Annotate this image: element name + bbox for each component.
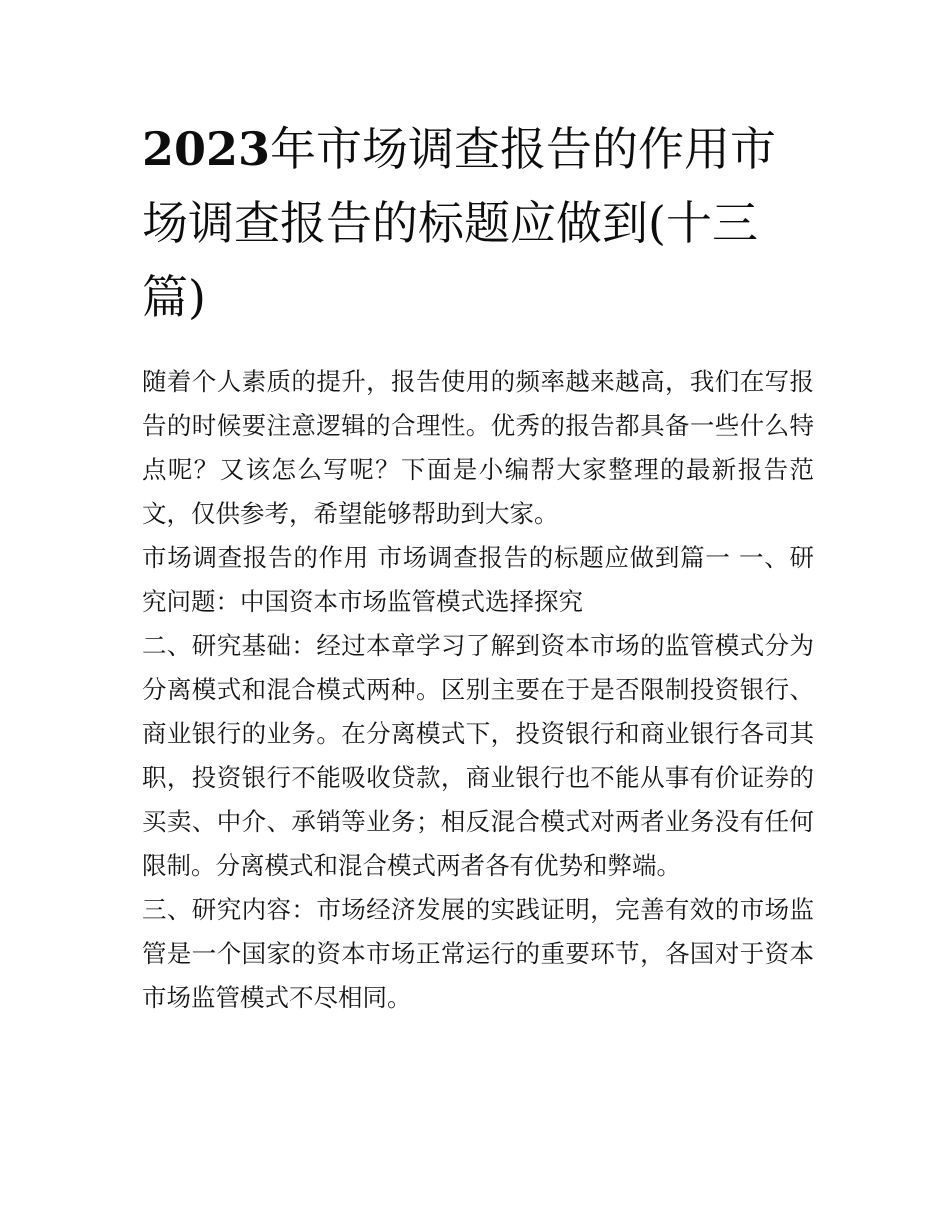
research-basis-paragraph: 二、研究基础：经过本章学习了解到资本市场的监管模式分为分离模式和混合模式两种。区别主要在于是否限制投资银行、商业银行的业务。在分离模式下，投资银行和商业银行各司其职，投资银行不能吸收贷款，商业银行也不能从事有价证券的买卖、中介、承销等业务；相反混合模式对两者业务没有任何限制。分离模式和混合模式两者各有优势和弊端。 <box>142 631 814 880</box>
title-text: 年市场调查报告的作用市场调查报告的标题应做到(十三篇) <box>142 122 777 324</box>
section-heading-paragraph: 市场调查报告的作用 市场调查报告的标题应做到篇一 一、研究问题：中国资本市场监管模式选择探究 <box>142 543 814 616</box>
title-year: 2023 <box>142 122 271 176</box>
document-content <box>142 112 814 1020</box>
research-content-paragraph: 三、研究内容：市场经济发展的实践证明，完善有效的市场监管是一个国家的资本市场正常运行的重要环节，各国对于资本市场监管模式不尽相同。 <box>142 895 814 1012</box>
document-title <box>142 112 814 334</box>
intro-paragraph: 随着个人素质的提升，报告使用的频率越来越高，我们在写报告的时候要注意逻辑的合理性。优秀的报告都具备一些什么特点呢？又该怎么写呢？下面是小编帮大家整理的最新报告范文，仅供参考，希望能够帮助到大家。 <box>142 367 814 528</box>
